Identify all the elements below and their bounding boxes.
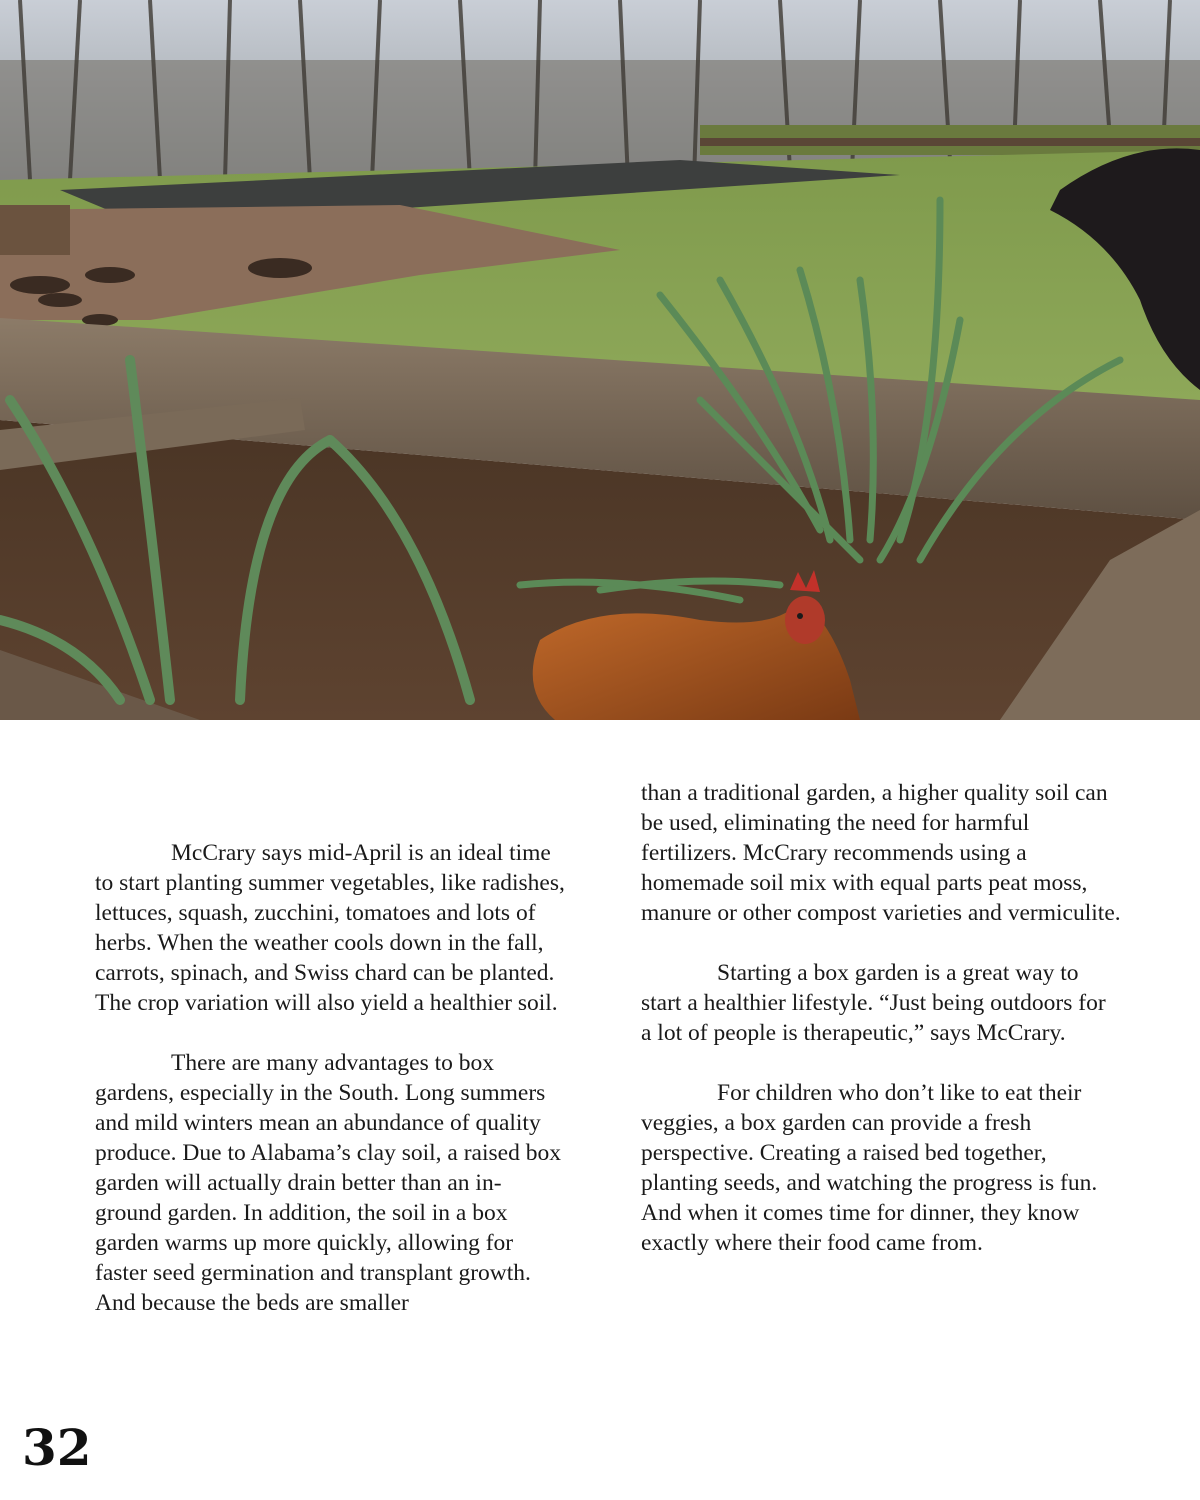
article-paragraph: Starting a box garden is a great way to start a healthier lifestyle. “Just being outdoors for a lot of people is therapeutic,” says McCrary.	[641, 960, 1106, 1046]
page-number: 32	[22, 1418, 92, 1477]
article-paragraph: McCrary says mid-April is an ideal time to start planting summer vegetables, like radishes, lettuces, squash, zucchini, tomatoes and lots of herbs. When the weather cools down in the fall, carrots, spinach, and Swiss chard can be planted. The crop variation will also yield a healthier soil.	[95, 840, 565, 1016]
article-right-column	[641, 778, 1121, 1288]
article-paragraph: There are many advantages to box gardens, especially in the South. Long summers and mild winters mean an abundance of quality produce. Due to Alabama’s clay soil, a raised box garden will actually drain better than an in-ground garden. In addition, the soil in a box garden warms up more quickly, allowing for faster seed germination and transplant growth. And because the beds are smaller	[95, 1050, 561, 1316]
article-paragraph: For children who don’t like to eat their veggies, a box garden can provide a fresh perspective. Creating a raised bed together, planting seeds, and watching the progress is fun. And when it comes time for dinner, they know exactly where their food came from.	[641, 1080, 1098, 1256]
article-left-column	[95, 838, 565, 1348]
article-paragraph: than a traditional garden, a higher quality soil can be used, eliminating the need for harmful fertilizers. McCrary recommends using a homemade soil mix with equal parts peat moss, manure or other compost varieties and vermiculite.	[641, 780, 1121, 926]
garden-photo	[0, 0, 1200, 720]
